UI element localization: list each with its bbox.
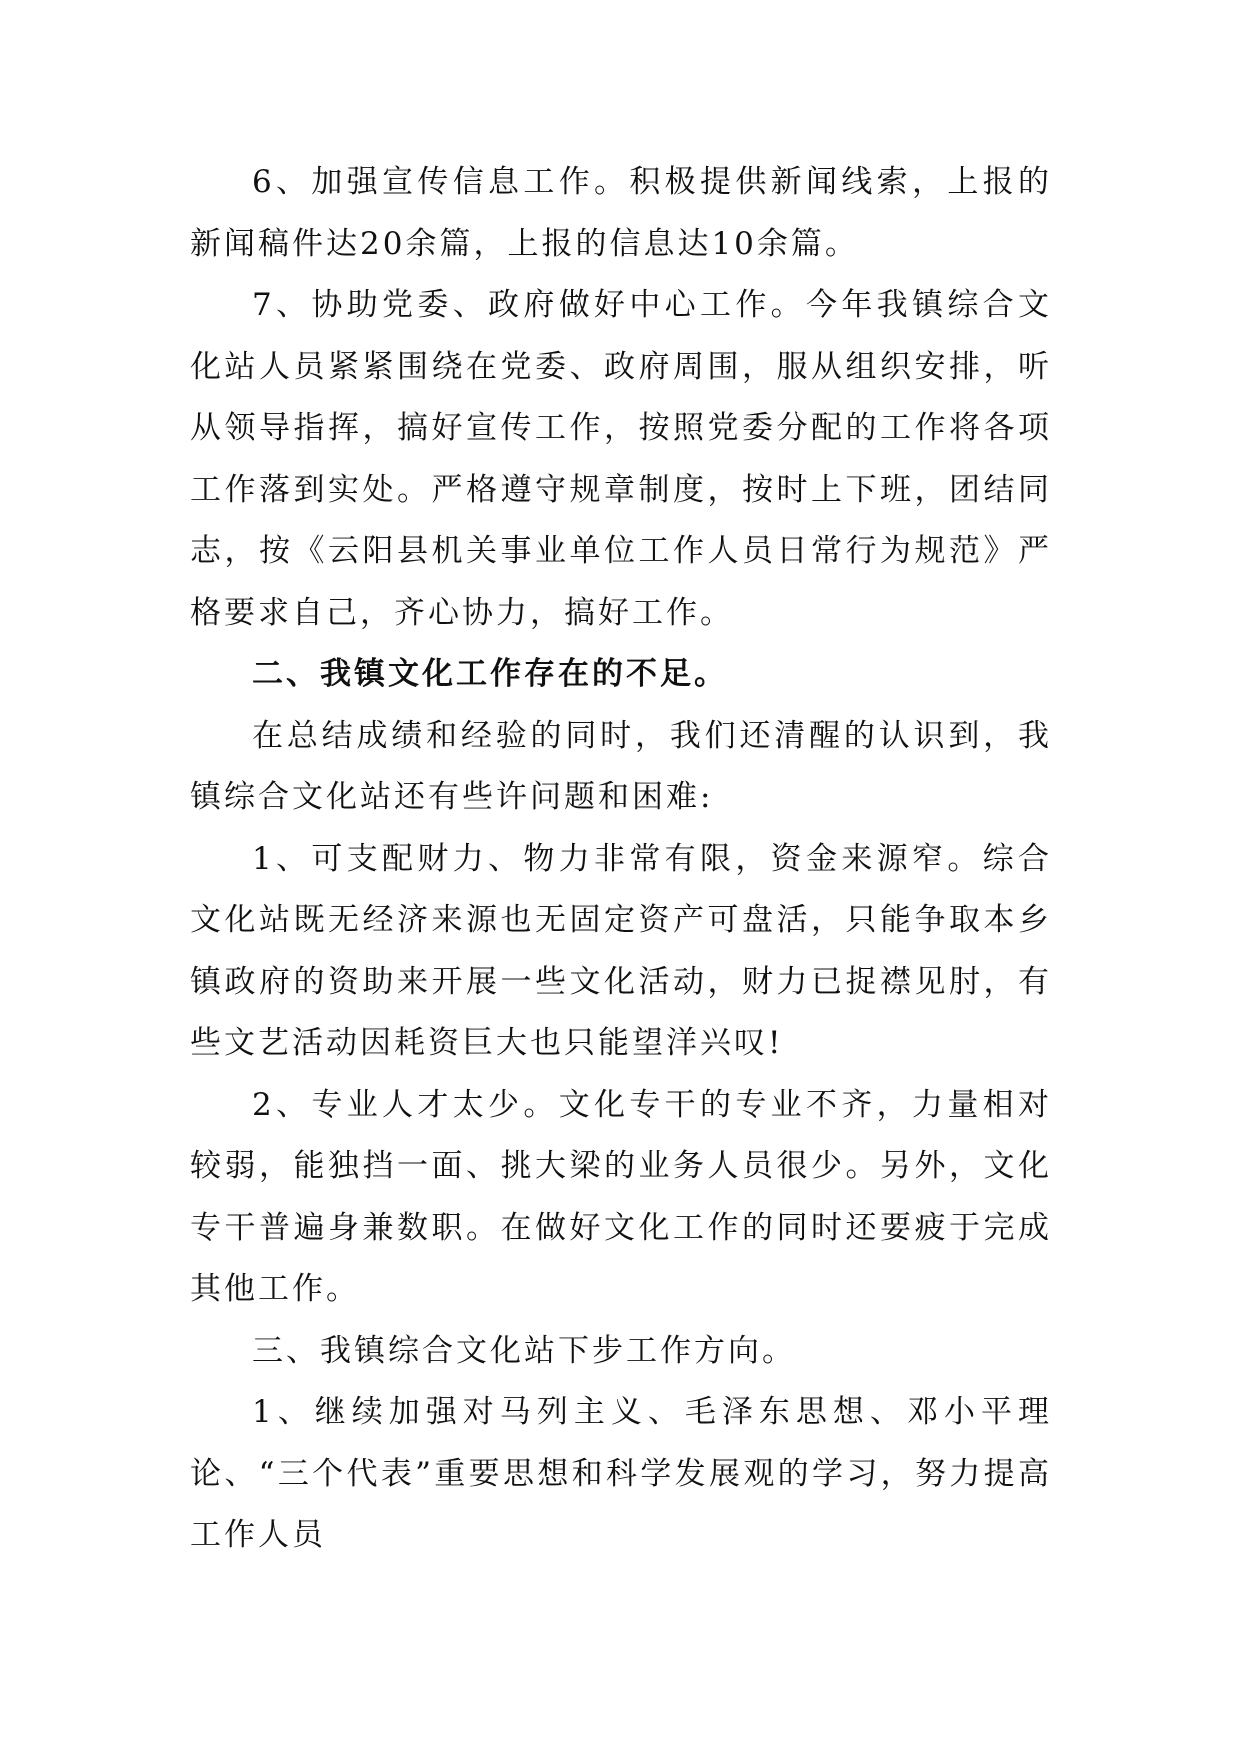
section-heading-shortcomings: 二、我镇文化工作存在的不足。 bbox=[252, 656, 728, 692]
paragraph-few-professionals: 2、专业人才太少。文化专干的专业不齐，力量相对较弱，能独挡一面、挑大梁的业务人员很少。另外，文化专干普遍身兼数职。在做好文化工作的同时还要疲于完成其他工作。 bbox=[190, 1086, 1052, 1307]
paragraph-limited-funds: 1、可支配财力、物力非常有限，资金来源窄。综合文化站既无经济来源也无固定资产可盘活，只能争取本乡镇政府的资助来开展一些文化活动，财力已捉襟见肘，有些文艺活动因耗资巨大也只能望洋兴叹! bbox=[190, 840, 1052, 1061]
paragraph-theory-study: 1、继续加强对马列主义、毛泽东思想、邓小平理论、“三个代表”重要思想和科学发展观的学习，努力提高工作人员 bbox=[190, 1394, 1052, 1553]
section-heading-next-steps: 三、我镇综合文化站下步工作方向。 bbox=[252, 1332, 796, 1369]
document-body bbox=[190, 152, 1052, 1567]
paragraph-publicity-work: 6、加强宣传信息工作。积极提供新闻线索，上报的新闻稿件达20余篇，上报的信息达10余篇。 bbox=[190, 164, 1052, 262]
paragraph-assist-party-committee: 7、协助党委、政府做好中心工作。今年我镇综合文化站人员紧紧围绕在党委、政府周围，服从组织安排，听从领导指挥，搞好宣传工作，按照党委分配的工作将各项工作落到实处。严格遵守规章制度，按时上下班，团结同志，按《云阳县机关事业单位工作人员日常行为规范》严格要求自己，齐心协力，搞好工作。 bbox=[190, 287, 1052, 631]
paragraph-shortcomings-intro: 在总结成绩和经验的同时，我们还清醒的认识到，我镇综合文化站还有些许问题和困难: bbox=[190, 717, 1052, 815]
